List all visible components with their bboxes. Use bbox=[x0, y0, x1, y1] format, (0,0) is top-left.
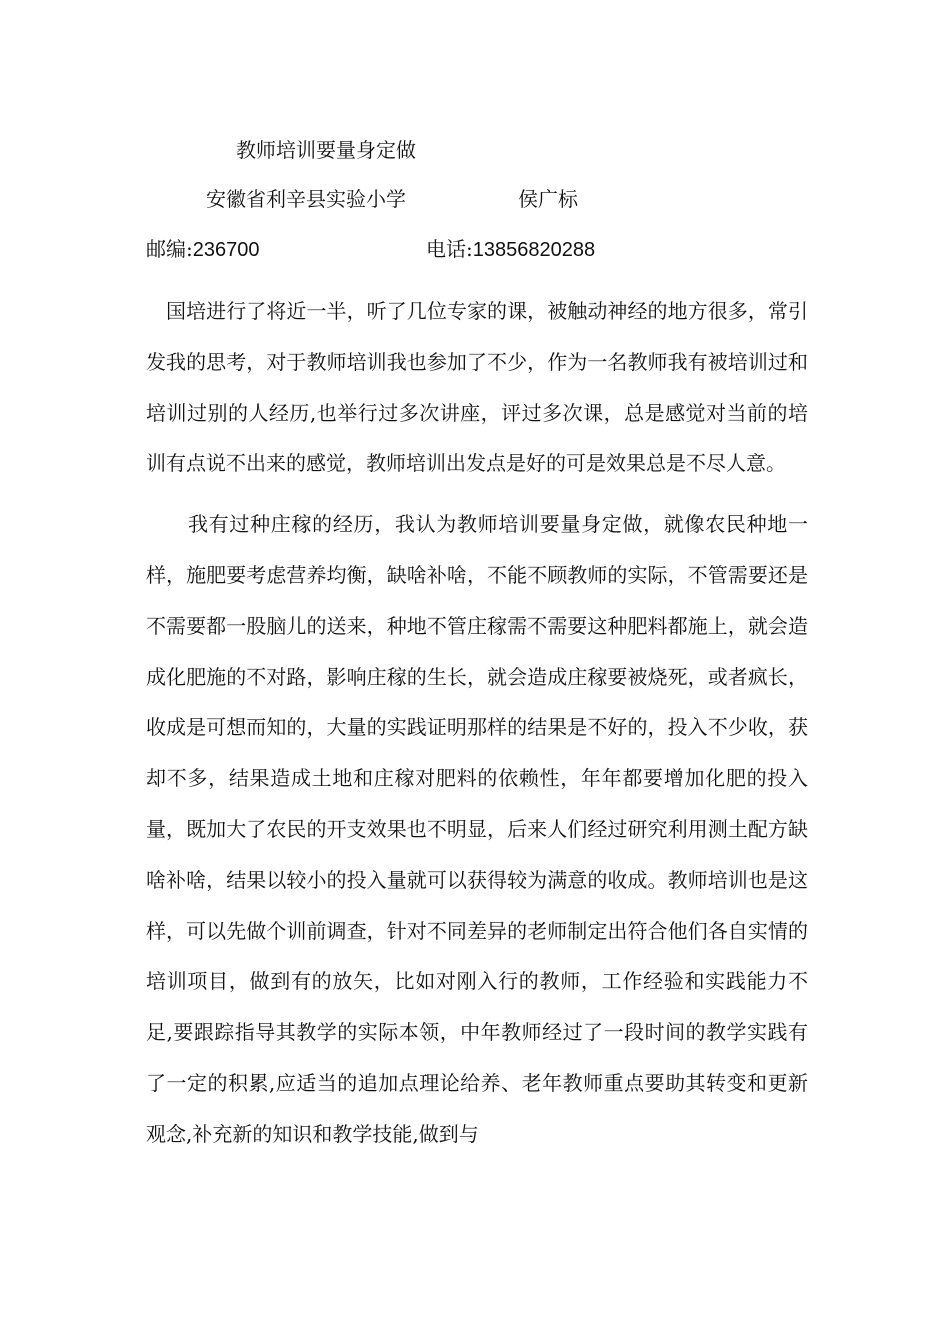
author-name: 侯广标 bbox=[518, 187, 578, 211]
postcode-label: 邮编: bbox=[146, 237, 193, 261]
paragraph: 国培进行了将近一半，听了几位专家的课，被触动神经的地方很多，常引发我的思考，对于教师培训我也参加了不少，作为一名教师我有被培训过和培训过别的人经历,也举行过多次讲座，评过多次课，总是感觉对当前的培训有点说不出来的感觉，教师培训出发点是好的可是效果总是不尽人意。 bbox=[146, 299, 808, 476]
document-title: 教师培训要量身定做 bbox=[236, 138, 416, 162]
phone-label: 电话: bbox=[426, 237, 473, 261]
postcode-block bbox=[146, 235, 426, 264]
contact-line bbox=[146, 235, 595, 264]
document-body bbox=[146, 286, 808, 1160]
school-name: 安徽省利辛县实验小学 bbox=[206, 187, 406, 211]
postcode-value: 236700 bbox=[192, 239, 260, 261]
author-line bbox=[206, 185, 578, 213]
phone-value: 13856820288 bbox=[472, 239, 596, 261]
paragraph: 我有过种庄稼的经历，我认为教师培训要量身定做，就像农民种地一样，施肥要考虑营养均衡，缺啥补啥，不能不顾教师的实际，不管需要还是不需要都一股脑儿的送来，种地不管庄稼需不需要这种肥料都施上，就会造成化肥施的不对路，影响庄稼的生长，就会造成庄稼要被烧死，或者疯长，收成是可想而知的，大量的实践证明那样的结果是不好的，投入不少收，获却不多，结果造成土地和庄稼对肥料的依赖性，年年都要增加化肥的投入量，既加大了农民的开支效果也不明显，后来人们经过研究利用测土配方缺啥补啥，结果以较小的投入量就可以获得较为满意的收成。教师培训也是这样，可以先做个训前调查，针对不同差异的老师制定出符合他们各自实情的培训项目，做到有的放矢，比如对刚入行的教师，工作经验和实践能力不足,要跟踪指导其教学的实际本领，中年教师经过了一段时间的教学实践有了一定的积累,应适当的追加点理论给养、老年教师重点要助其转变和更新观念,补充新的知识和教学技能,做到与 bbox=[146, 512, 808, 1146]
